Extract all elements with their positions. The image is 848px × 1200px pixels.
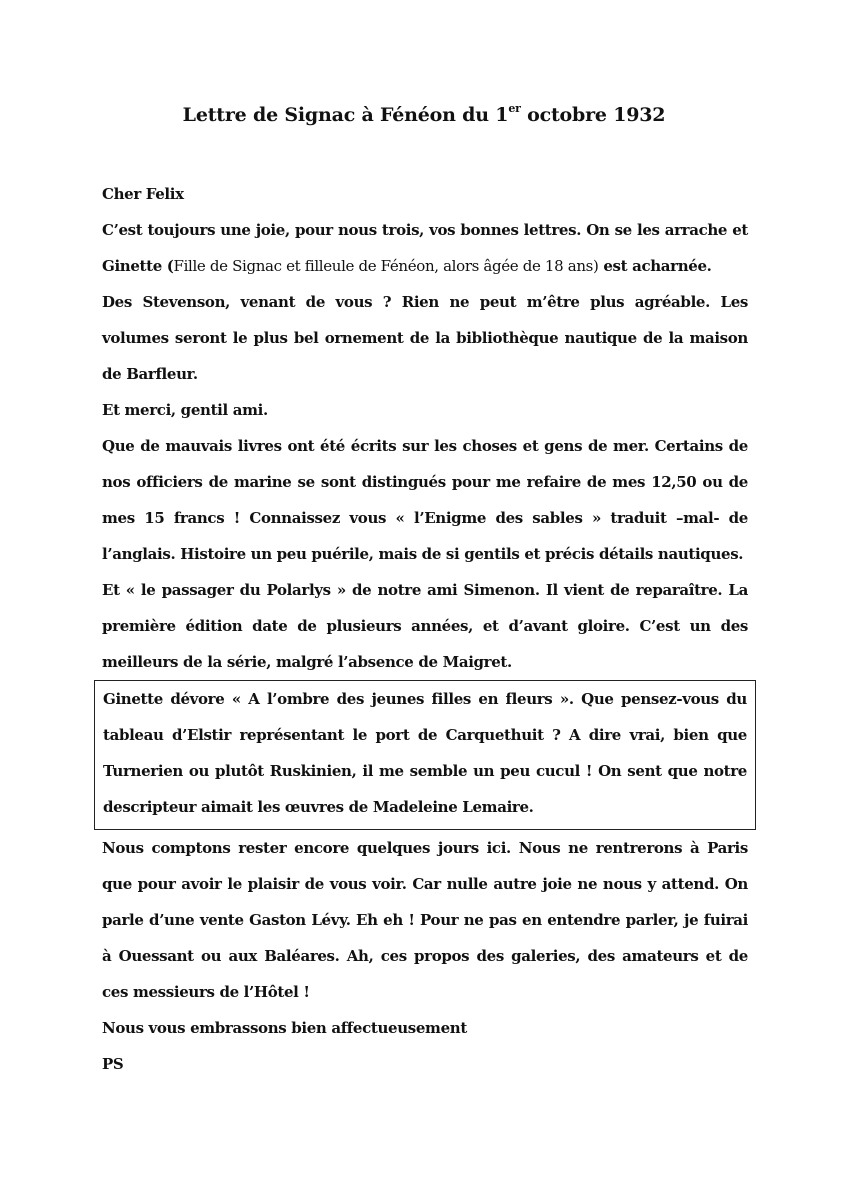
paragraph-1-end: est acharnée. (598, 257, 712, 275)
title-prefix: Lettre de Signac à Fénéon du 1 (182, 104, 509, 126)
paragraph-ginette-letters (102, 212, 748, 284)
editor-note: Fille de Signac et filleule de Fénéon, alors âgée de 18 ans) (173, 257, 599, 275)
closing-line: Nous vous embrassons bien affectueusement (102, 1019, 467, 1037)
paragraph-1-text: C’est toujours une joie, pour nous trois, vos bonnes lettres. On se les arrache et Ginette ( (102, 221, 748, 275)
paragraph-sea-books: Que de mauvais livres ont été écrits sur les choses et gens de mer. Certains de nos officiers de marine se sont distingués pour me refaire de mes 12,50 ou de mes 15 francs ! Connaissez vous « l’Enigme des sables » traduit –mal- de l’anglais. Histoire un peu puérile, mais de si gentils et précis détails nautiques. (102, 437, 748, 563)
title-suffix: octobre 1932 (520, 104, 666, 126)
signature: PS (102, 1055, 124, 1073)
title-superscript: er (508, 101, 521, 115)
highlighted-proust-box (94, 680, 756, 830)
letter-body (102, 176, 748, 1082)
paragraph-stevenson: Des Stevenson, venant de vous ? Rien ne peut m’être plus agréable. Les volumes seront le plus bel ornement de la bibliothèque nautique de la maison de Barfleur. (102, 293, 748, 383)
salutation: Cher Felix (102, 185, 184, 203)
paragraph-proust: Ginette dévore « A l’ombre des jeunes filles en fleurs ». Que pensez-vous du tableau d’Elstir représentant le port de Carquethuit ? A dire vrai, bien que Turnerien ou plutôt Ruskinien, il me semble un peu cucul ! On sent que notre descripteur aimait les œuvres de Madeleine Lemaire. (103, 690, 747, 816)
paragraph-paris-return: Nous comptons rester encore quelques jours ici. Nous ne rentrerons à Paris que pour avoir le plaisir de vous voir. Car nulle autre joie ne nous y attend. On parle d’une vente Gaston Lévy. Eh eh ! Pour ne pas en entendre parler, je fuirai à Ouessant ou aux Baléares. Ah, ces propos des galeries, des amateurs et de ces messieurs de l’Hôtel ! (102, 839, 748, 1001)
paragraph-simenon: Et « le passager du Polarlys » de notre ami Simenon. Il vient de reparaître. La première édition date de plusieurs années, et d’avant gloire. C’est un des meilleurs de la série, malgré l’absence de Maigret. (102, 581, 748, 671)
paragraph-thanks: Et merci, gentil ami. (102, 401, 268, 419)
page-title (0, 101, 848, 126)
